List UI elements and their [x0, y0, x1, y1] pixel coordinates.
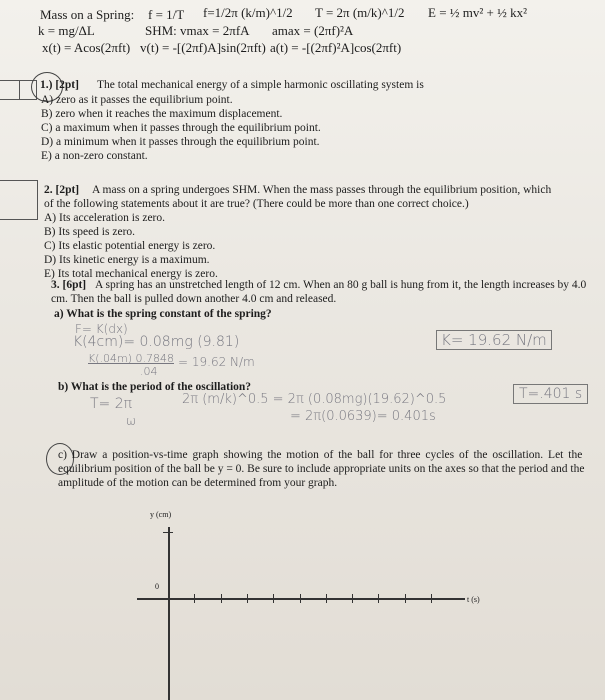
- q2-option-d: D) Its kinetic energy is a maximum.: [44, 254, 210, 266]
- x-axis-tick: [405, 594, 406, 603]
- x-axis-tick: [194, 594, 195, 603]
- q2-option-a: A) Its acceleration is zero.: [44, 212, 166, 224]
- formula-f-km: f=1/2π (k/m)^1/2: [203, 5, 293, 20]
- formula-energy: E = ½ mv² + ½ kx²: [428, 5, 528, 20]
- work-a-5: .04: [140, 365, 158, 378]
- formula-period: T = 2π (m/k)^1/2: [315, 5, 405, 20]
- formula-vmax: SHM: vmax = 2πfA: [145, 23, 250, 38]
- q3-part-a: a) What is the spring constant of the spring?: [54, 308, 272, 320]
- q1-option-d: D) a minimum when it passes through the equilibrium point.: [41, 136, 320, 148]
- q3-stem-1: A spring has an unstretched length of 12 cm. When an 80 g ball is hung from it, the length increases by 4.0: [95, 279, 587, 291]
- q2-option-e: E) Its total mechanical energy is zero.: [44, 268, 218, 280]
- formula-k: k = mg/ΔL: [38, 23, 95, 38]
- formula-a: a(t) = -[(2πf)²A]cos(2πft): [270, 40, 402, 55]
- x-axis-tick: [273, 594, 274, 603]
- q2-option-b: B) Its speed is zero.: [44, 226, 136, 238]
- y-axis: [168, 527, 170, 700]
- work-a-4: = 19.62 N/m: [178, 355, 255, 369]
- q3-stem-2: cm. Then the ball is pulled down another 4.0 cm and released.: [51, 293, 337, 305]
- q3-part-b: b) What is the period of the oscillation?: [58, 381, 252, 393]
- x-axis-tick: [378, 594, 379, 603]
- q2-option-c: C) Its elastic potential energy is zero.: [44, 240, 216, 252]
- formula-title: Mass on a Spring:: [40, 7, 135, 22]
- answer-box-q1[interactable]: [0, 80, 20, 100]
- x-axis-tick: [352, 594, 353, 603]
- x-axis-tick: [431, 594, 432, 603]
- q3-header: 3. [6pt]: [51, 279, 87, 291]
- answer-b: T=.401 s: [513, 384, 588, 404]
- q1-option-b: B) zero when it reaches the maximum displacement.: [41, 108, 283, 120]
- answer-a: K= 19.62 N/m: [436, 330, 552, 350]
- q1-stem: The total mechanical energy of a simple harmonic oscillating system is: [97, 79, 424, 91]
- formula-v: v(t) = -[(2πf)A]sin(2πft): [140, 40, 266, 55]
- formula-amax: amax = (2πf)²A: [272, 23, 354, 38]
- origin-label: 0: [155, 582, 159, 591]
- q3-part-c-2: equilibrium position of the ball be y = 0. Be sure to include appropriate units on the axes so that the period and the: [58, 463, 585, 475]
- work-b-3: 2π (m/k)^0.5 = 2π (0.08mg)(19.62)^0.5: [182, 392, 447, 407]
- x-axis-tick: [300, 594, 301, 603]
- q2-header: 2. [2pt]: [44, 184, 80, 196]
- q1-option-a: A) zero as it passes the equilibrium point.: [41, 94, 233, 106]
- formula-frequency: f = 1/T: [148, 7, 185, 22]
- x-axis-label: t (s): [467, 595, 480, 604]
- q1-option-c: C) a maximum when it passes through the equilibrium point.: [41, 122, 321, 134]
- work-a-2: K(4cm)= 0.08mg (9.81): [73, 334, 240, 350]
- x-axis-tick: [247, 594, 248, 603]
- q1-header: 1.) [2pt]: [40, 79, 79, 91]
- x-axis-tick: [221, 594, 222, 603]
- q2-stem-1: A mass on a spring undergoes SHM. When the mass passes through the equilibrium position, which: [92, 184, 552, 196]
- q3-part-c-3: amplitude of the motion can be determined from your graph.: [58, 477, 338, 489]
- work-a-1: F= K(dx): [75, 322, 128, 336]
- x-axis-tick: [326, 594, 327, 603]
- y-axis-label: y (cm): [150, 510, 172, 519]
- q1-option-e: E) a non-zero constant.: [41, 150, 148, 162]
- formula-x: x(t) = Acos(2πft): [42, 40, 131, 55]
- q3-part-c-1: c) Draw a position-vs-time graph showing the motion of the ball for three cycles of the oscillation. Let the: [58, 449, 583, 461]
- q2-stem-2: of the following statements about it are true? (There could be more than one correct choice.): [44, 198, 469, 210]
- work-a-3: K(.04m) 0.7848: [88, 352, 174, 365]
- y-axis-top-tick: [163, 532, 173, 533]
- x-axis: [137, 598, 465, 600]
- work-b-4: = 2π(0.0639)= 0.401s: [290, 409, 436, 424]
- work-b-1: T= 2π: [90, 396, 133, 412]
- answer-box-q2[interactable]: [0, 180, 38, 220]
- work-b-2: ω: [126, 414, 137, 428]
